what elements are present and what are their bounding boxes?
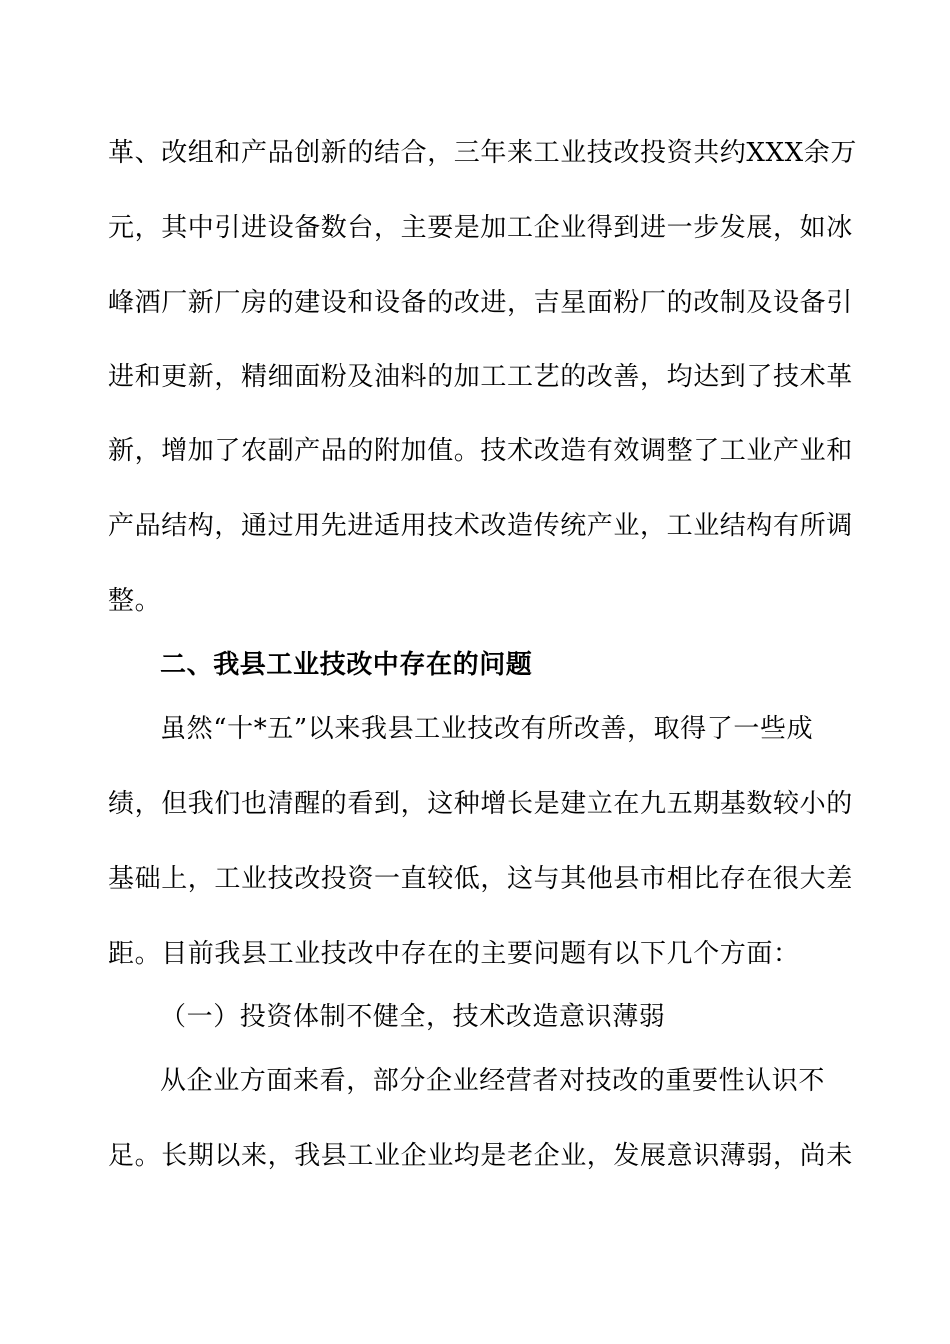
paragraph-line: 绩，但我们也清醒的看到，这种增长是建立在九五期基数较小的	[108, 789, 853, 819]
paragraph-line: 元，其中引进设备数台，主要是加工企业得到进一步发展，如冰	[108, 213, 853, 243]
paragraph-line: 基础上，工业技改投资一直较低，这与其他县市相比存在很大差	[108, 864, 853, 894]
paragraph-line: 进和更新，精细面粉及油料的加工工艺的改善，均达到了技术革	[108, 362, 853, 392]
paragraph-line: 产品结构，通过用先进适用技术改造传统产业，工业结构有所调	[108, 511, 853, 541]
paragraph-line: 虽然“十*五”以来我县工业技改有所改善，取得了一些成	[160, 714, 814, 744]
subsection-heading: （一）投资体制不健全，技术改造意识薄弱	[160, 1002, 666, 1032]
paragraph-line: 新，增加了农副产品的附加值。技术改造有效调整了工业产业和	[108, 436, 853, 466]
paragraph-line: 峰酒厂新厂房的建设和设备的改进，吉星面粉厂的改制及设备引	[108, 288, 853, 318]
paragraph-line: 从企业方面来看，部分企业经营者对技改的重要性认识不	[160, 1066, 826, 1096]
paragraph-line: 整。	[108, 586, 162, 616]
paragraph-line: 足。长期以来，我县工业企业均是老企业，发展意识薄弱，尚未	[108, 1141, 853, 1171]
section-heading: 二、我县工业技改中存在的问题	[160, 650, 533, 680]
paragraph-line: 革、改组和产品创新的结合，三年来工业技改投资共约XXX余万	[108, 138, 857, 168]
paragraph-line: 距。目前我县工业技改中存在的主要问题有以下几个方面：	[108, 939, 800, 969]
